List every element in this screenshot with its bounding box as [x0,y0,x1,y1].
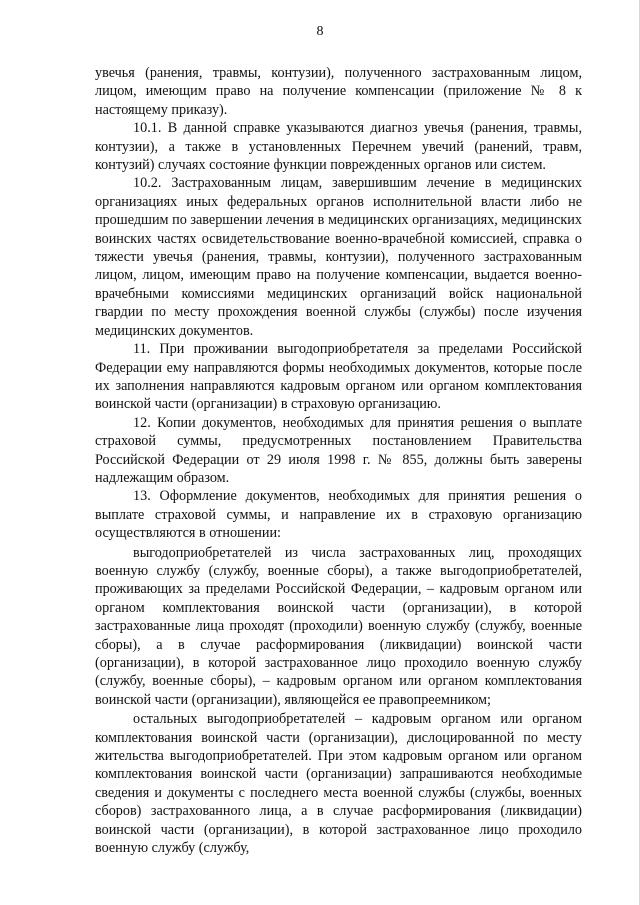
paragraph-13: 13. Оформление документов, необходимых для принятия решения о выплате страховой суммы, и направление их в страховую организацию осуществляются в отношении: [95,488,582,542]
paragraph-13-item-1: выгодоприобретателей из числа застрахованных лиц, проходящих военную службу (службу, военные сборы), а также выгодоприобретателей, проживающих за пределами Российской Федерации, – кадровым органом или органом комплектования воинской части (организации), в которой застрахованные лица проходят (проходили) военную службу (службу, военные сборы), а в случае расформирования (ликвидации) воинской части (организации), в которой застрахованное лицо проходило военную службу (службу, военные сборы), – кадровым органом или органом комплектования воинской части (организации), являющейся ее правопреемником; [95,544,582,708]
paragraph-11: 11. При проживании выгодоприобретателя за пределами Российской Федерации ему направляются формы необходимых документов, которые после их заполнения направляются кадровым органом или органом комплектования воинской части (организации) в страховую организацию. [95,341,582,413]
paragraph-13-item-2: остальных выгодоприобретателей – кадровым органом или органом комплектования воинской части (организации), дислоцированной по месту жительства выгодоприобретателей. При этом кадровым органом или органом комплектования воинской части (организации) запрашиваются необходимые сведения и документы с последнего места военной службы (службы, военных сборов) застрахованного лица, а в случае расформирования (ликвидации) воинской части (организации), в которой застрахованное лицо проходило военную службу (службу, [95,711,582,857]
page-number: 8 [316,24,324,39]
document-body [95,64,582,857]
paragraph-continuation: увечья (ранения, травмы, контузии), полученного застрахованным лицом, лицом, имеющим право на получение компенсации (приложение № 8 к настоящему приказу). [95,65,582,118]
paragraph-10-2: 10.2. Застрахованным лицам, завершившим лечение в медицинских организациях иных федеральных органов исполнительной власти либо не прошедшим по завершении лечения в медицинских организациях, медицинских воинских частях освидетельствование военно-врачебной комиссией, справка о тяжести увечья (ранения, травмы, контузии), полученного застрахованным лицом, лицом, имеющим право на получение компенсации, выдается военно-врачебными комиссиями медицинских организаций войск национальной гвардии по месту прохождения военной службы (службы) после изучения медицинских документов. [95,175,582,339]
paragraph-12: 12. Копии документов, необходимых для принятия решения о выплате страховой суммы, предусмотренных постановлением Правительства Российской Федерации от 29 июля 1998 г. № 855, должны быть заверены надлежащим образом. [95,414,582,486]
paragraph-10-1: 10.1. В данной справке указываются диагноз увечья (ранения, травмы, контузии), а также в установленных Перечнем увечий (ранений, травм, контузий) случаях состояние функции поврежденных органов или систем. [95,120,582,174]
